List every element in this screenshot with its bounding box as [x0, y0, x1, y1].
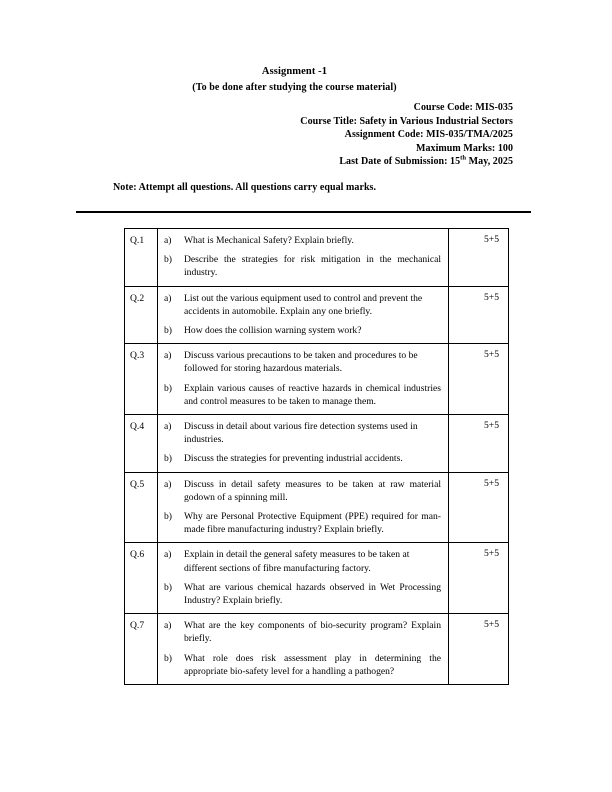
question-marks: 5+5 — [483, 234, 499, 245]
part-label: b) — [164, 652, 172, 664]
part-label: a) — [164, 421, 172, 433]
course-info-block — [76, 101, 513, 169]
question-parts — [158, 415, 448, 472]
assignment-title: Assignment -1 — [261, 66, 328, 77]
question-part — [164, 292, 441, 318]
table-row — [125, 415, 509, 473]
assignment-title-block — [76, 64, 513, 95]
last-date-prefix: Last Date of Submission: 15 — [339, 156, 461, 168]
horizontal-divider — [76, 211, 531, 213]
question-number: Q.5 — [130, 478, 145, 490]
question-number-cell — [125, 614, 158, 685]
question-marks-cell — [449, 614, 509, 685]
last-date-suffix: May, 2025 — [466, 156, 513, 168]
question-number-cell — [125, 229, 158, 287]
instructions-note: Note: Attempt all questions. All questions carry equal marks. — [113, 182, 377, 193]
table-row — [125, 344, 509, 415]
part-label: b) — [164, 453, 172, 465]
question-part — [164, 478, 441, 504]
table-row — [125, 472, 509, 543]
question-number-cell — [125, 286, 158, 344]
question-parts — [158, 229, 448, 286]
part-text: Discuss the strategies for preventing industrial accidents. — [184, 453, 403, 465]
question-parts — [158, 344, 448, 414]
questions-table — [124, 228, 509, 685]
question-marks-cell — [449, 286, 509, 344]
course-code: Course Code: MIS-035 — [413, 102, 513, 113]
questions-table-body — [125, 229, 509, 685]
question-body-cell — [158, 614, 449, 685]
question-part — [164, 420, 441, 446]
part-text: What are various chemical hazards observed in Wet Processing Industry? Explain briefly. — [184, 581, 441, 607]
question-number: Q.2 — [130, 292, 145, 304]
question-marks: 5+5 — [483, 548, 499, 560]
part-text: What are the key components of bio-security program? Explain briefly. — [184, 620, 441, 645]
part-text: How does the collision warning system work? — [184, 325, 362, 337]
part-label: a) — [164, 350, 172, 362]
part-text: Discuss in detail safety measures to be taken at raw material godown of a spinning mill. — [184, 478, 441, 503]
question-number-cell — [125, 415, 158, 473]
question-marks-cell — [449, 344, 509, 415]
question-part — [164, 234, 441, 247]
part-text: What is Mechanical Safety? Explain briefly. — [184, 235, 354, 246]
last-date-ordinal-suffix: th — [460, 155, 467, 163]
part-label: b) — [164, 325, 172, 337]
question-marks-cell — [449, 472, 509, 543]
question-marks-cell — [449, 415, 509, 473]
question-number: Q.6 — [130, 549, 145, 561]
question-part — [164, 253, 441, 279]
question-body-cell — [158, 472, 449, 543]
question-number-cell — [125, 472, 158, 543]
question-part — [164, 349, 441, 375]
part-label: a) — [164, 292, 172, 304]
part-label: a) — [164, 478, 172, 490]
question-number: Q.3 — [130, 350, 145, 362]
assignment-subtitle: (To be done after studying the course material) — [192, 81, 397, 93]
question-part — [164, 548, 441, 574]
question-number: Q.1 — [130, 235, 145, 246]
question-parts — [158, 614, 448, 684]
question-marks-cell — [449, 229, 509, 287]
part-text: Discuss various precautions to be taken and procedures to be followed for storing hazardous materials. — [184, 350, 418, 375]
question-number-cell — [125, 543, 158, 614]
question-parts — [158, 543, 448, 613]
last-date-of-submission — [76, 155, 513, 169]
question-part — [164, 324, 441, 337]
part-text: Discuss in detail about various fire detection systems used in industries. — [184, 421, 418, 446]
table-row — [125, 229, 509, 287]
part-text: Why are Personal Protective Equipment (PPE) required for man-made fibre manufacturing industry? Explain briefly. — [184, 511, 441, 536]
part-text: List out the various equipment used to control and prevent the accidents in automobile. Explain any one briefly. — [184, 292, 423, 317]
question-part — [164, 581, 441, 607]
question-part — [164, 382, 441, 408]
part-label: b) — [164, 382, 172, 394]
part-label: b) — [164, 254, 172, 266]
table-row — [125, 286, 509, 344]
question-body-cell — [158, 543, 449, 614]
course-title: Course Title: Safety in Various Industrial Sectors — [300, 115, 513, 127]
question-part — [164, 619, 441, 645]
question-marks: 5+5 — [483, 349, 499, 361]
question-body-cell — [158, 229, 449, 287]
question-parts — [158, 473, 448, 543]
table-row — [125, 543, 509, 614]
question-part — [164, 452, 441, 465]
question-marks-cell — [449, 543, 509, 614]
part-label: a) — [164, 620, 172, 632]
question-parts — [158, 287, 448, 344]
question-number: Q.7 — [130, 620, 145, 632]
question-marks: 5+5 — [483, 619, 499, 631]
question-number-cell — [125, 344, 158, 415]
part-label: b) — [164, 511, 172, 523]
part-label: a) — [164, 549, 172, 561]
part-text: Explain various causes of reactive hazards in chemical industries and control measures to be taken to manage them. — [184, 382, 441, 407]
question-body-cell — [158, 344, 449, 415]
question-part — [164, 652, 441, 678]
part-label: b) — [164, 581, 172, 593]
question-body-cell — [158, 415, 449, 473]
maximum-marks: Maximum Marks: 100 — [416, 142, 513, 154]
question-marks: 5+5 — [483, 420, 499, 432]
assignment-code: Assignment Code: MIS-035/TMA/2025 — [344, 129, 513, 141]
question-body-cell — [158, 286, 449, 344]
part-label: a) — [164, 235, 172, 246]
question-marks: 5+5 — [483, 477, 499, 489]
part-text: Explain in detail the general safety measures to be taken at different sections of fibre manufacturing factory. — [184, 549, 410, 574]
part-text: Describe the strategies for risk mitigation in the mechanical industry. — [184, 254, 441, 279]
question-part — [164, 510, 441, 536]
part-text: What role does risk assessment play in determining the appropriate bio-safety level for a handling a pathogen? — [184, 652, 441, 677]
table-row — [125, 614, 509, 685]
question-number: Q.4 — [130, 421, 145, 433]
question-marks: 5+5 — [483, 291, 499, 303]
